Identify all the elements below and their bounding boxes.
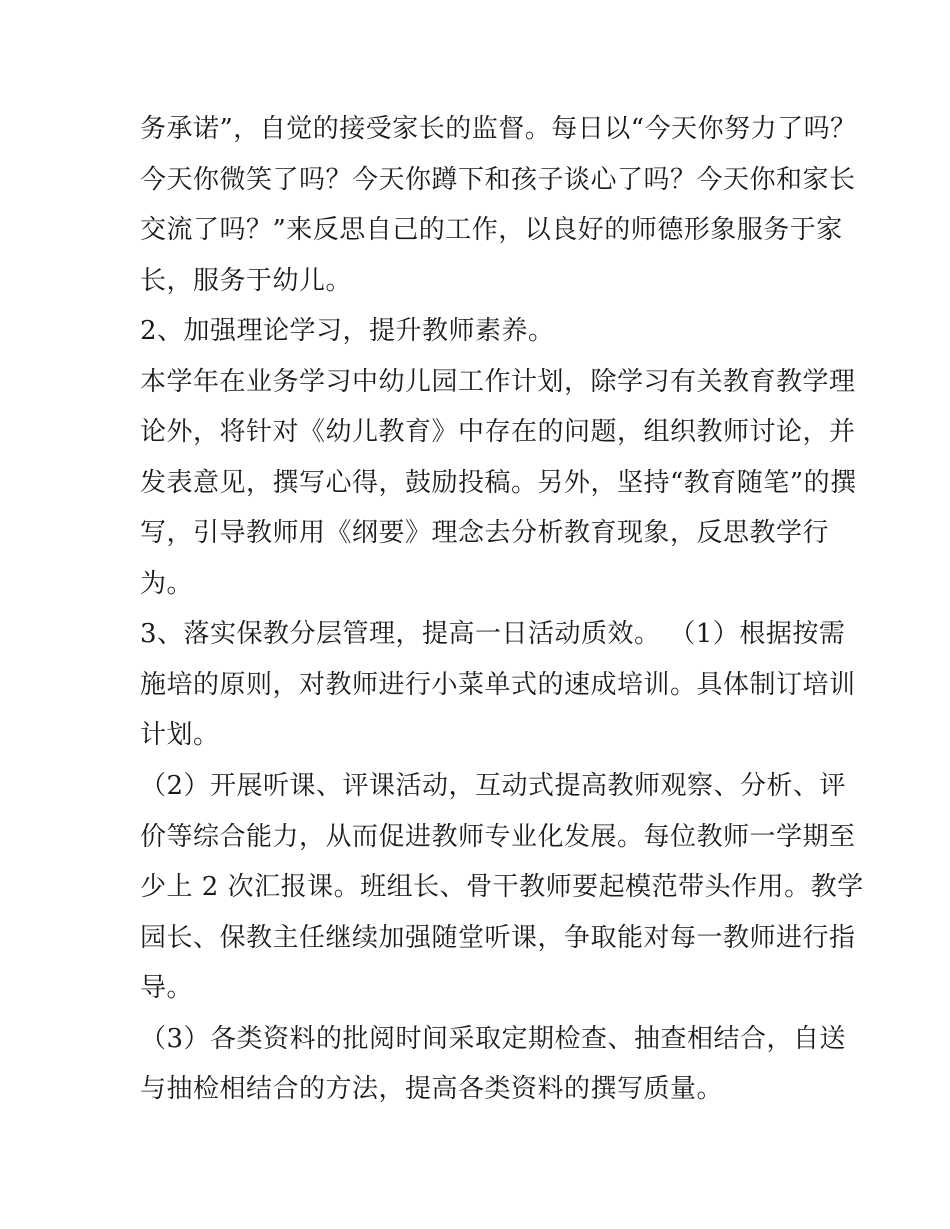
text-line: 务承诺”，自觉的接受家长的监督。每日以“今天你努力了吗？ (140, 114, 857, 144)
text-line: 计划。 (140, 720, 220, 750)
text-line: 交流了吗？”来反思自己的工作，以良好的师德形象服务于家 (140, 215, 843, 245)
text-line: 价等综合能力，从而促进教师专业化发展。每位教师一学期至 (140, 822, 856, 852)
text-line: 本学年在业务学习中幼儿园工作计划，除学习有关教育教学理 (140, 367, 856, 397)
text-line: 发表意见，撰写心得，鼓励投稿。另外，坚持“教育随笔”的撰 (140, 468, 857, 498)
text-line: 园长、保教主任继续加强随堂听课，争取能对每一教师进行指 (140, 923, 856, 953)
text-line: 少上 2 次汇报课。班组长、骨干教师要起模范带头作用。教学 (140, 872, 864, 902)
text-line: （2）开展听课、评课活动，互动式提高教师观察、分析、评 (140, 771, 847, 801)
text-line: 施培的原则，对教师进行小菜单式的速成培训。具体制订培训 (140, 670, 856, 700)
section-heading: 3、落实保教分层管理，提高一日活动质效。 （1）根据按需 (140, 619, 846, 649)
text-line: 今天你微笑了吗？今天你蹲下和孩子谈心了吗？今天你和家长 (140, 165, 856, 195)
text-line: 写，引导教师用《纲要》理念去分析教育现象，反思教学行 (140, 518, 830, 548)
text-line: 长，服务于幼儿。 (140, 266, 353, 296)
text-line: （3）各类资料的批阅时间采取定期检查、抽查相结合，自送 (140, 1024, 847, 1054)
section-heading: 2、加强理论学习，提升教师素养。 (140, 316, 555, 346)
text-line: 导。 (140, 973, 194, 1003)
text-line: 与抽检相结合的方法，提高各类资料的撰写质量。 (140, 1074, 724, 1104)
text-line: 为。 (140, 569, 194, 599)
text-line: 论外，将针对《幼儿教育》中存在的问题，组织教师讨论，并 (140, 417, 856, 447)
